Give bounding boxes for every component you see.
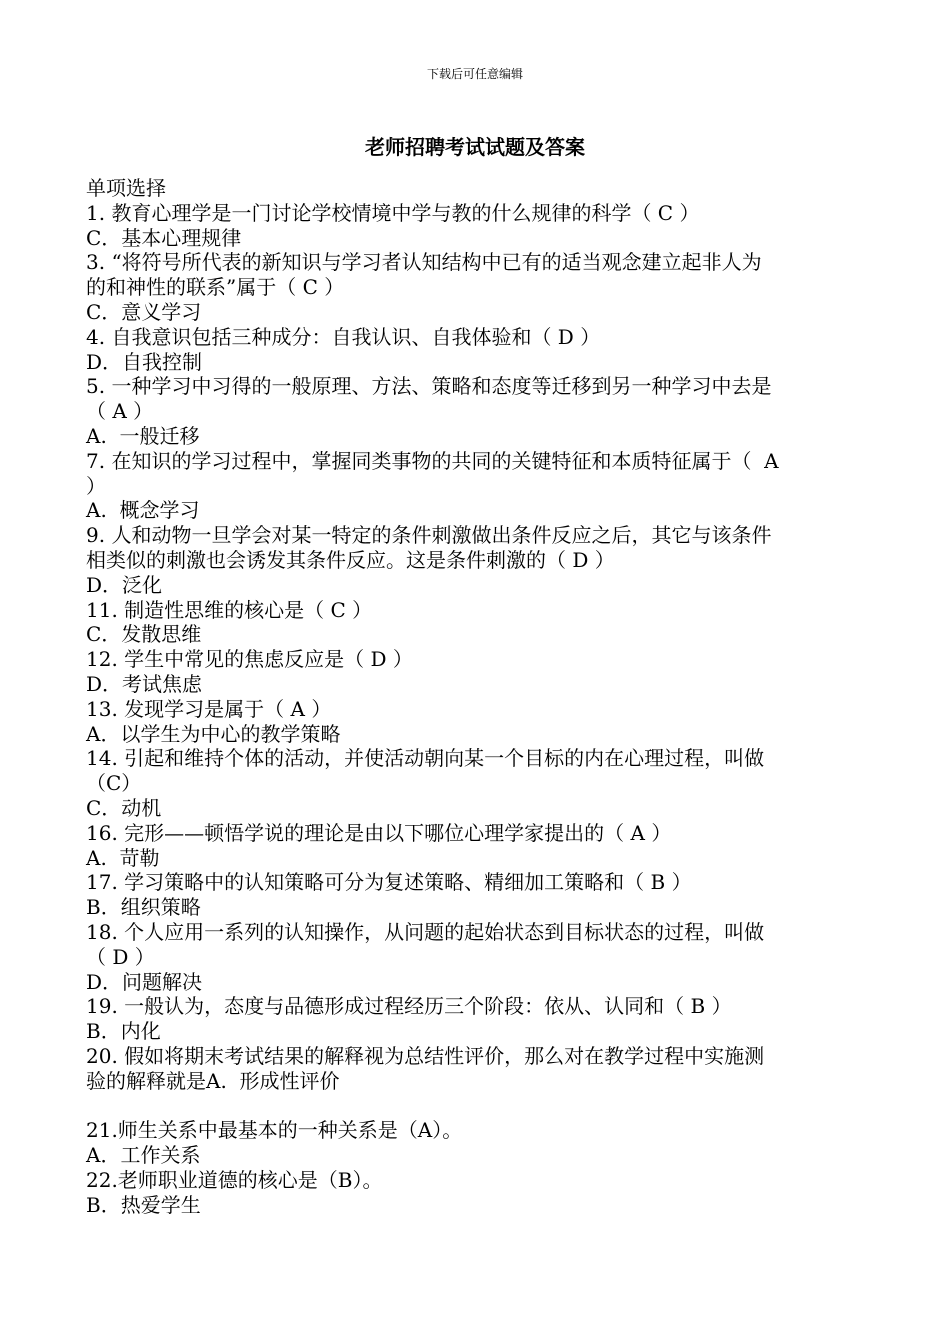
text-line: D．问题解决 [86, 969, 203, 994]
text-line: 12. 学生中常见的焦虑反应是（ D ） [86, 647, 413, 672]
document-body [86, 176, 866, 1217]
text-line: 19. 一般认为，态度与品德形成过程经历三个阶段：依从、认同和（ B ） [86, 994, 732, 1019]
text-line: D．自我控制 [86, 349, 203, 374]
text-line: 的和神性的联系”属于（ C ） [86, 275, 345, 300]
text-line: 9. 人和动物一旦学会对某一特定的条件刺激做出条件反应之后，其它与该条件 [86, 523, 772, 548]
text-line: 20. 假如将期末考试结果的解释视为总结性评价，那么对在教学过程中实施测 [86, 1043, 765, 1068]
text-line: B．热爱学生 [86, 1192, 201, 1217]
text-line: （ D ） [86, 944, 155, 969]
text-line: 5. 一种学习中习得的一般原理、方法、策略和态度等迁移到另一种学习中去是 [86, 374, 772, 399]
text-line: 3. “将符号所代表的新知识与学习者认知结构中已有的适当观念建立起非人为 [86, 250, 762, 275]
text-line: 17. 学习策略中的认知策略可分为复述策略、精细加工策略和（ B ） [86, 870, 692, 895]
text-line: C．动机 [86, 795, 162, 820]
text-line: A．工作关系 [86, 1143, 201, 1168]
text-line: A. 概念学习 [86, 498, 200, 523]
text-line: （C） [86, 771, 142, 796]
text-line: A. 苛勒 [86, 845, 160, 870]
text-line: 相类似的刺激也会诱发其条件反应。这是条件刺激的（ D ） [86, 547, 615, 572]
text-line: 4. 自我意识包括三种成分：自我认识、自我体验和（ D ） [86, 324, 601, 349]
text-line: C．意义学习 [86, 299, 202, 324]
text-line: 11. 制造性思维的核心是（ C ） [86, 597, 373, 622]
text-line: D．考试焦虑 [86, 671, 203, 696]
text-line: C．发散思维 [86, 622, 202, 647]
text-line: 16. 完形——顿悟学说的理论是由以下哪位心理学家提出的（ A ） [86, 820, 672, 845]
text-line: 7. 在知识的学习过程中，掌握同类事物的共同的关键特征和本质特征属于（ A [86, 448, 779, 473]
question-block-21-22 [86, 1118, 866, 1217]
document-title: 老师招聘考试试题及答案 [365, 135, 585, 159]
text-line: 14. 引起和维持个体的活动，并使活动朝向某一个目标的内在心理过程，叫做 [86, 746, 765, 771]
page-header-note: 下载后可任意编辑 [426, 67, 523, 81]
text-line: D．泛化 [86, 572, 163, 597]
text-line: B．组织策略 [86, 895, 201, 920]
text-line: 验的解释就是A. 形成性评价 [86, 1068, 340, 1093]
text-line: 13. 发现学习是属于（ A ） [86, 696, 332, 721]
text-line: A．以学生为中心的教学策略 [86, 721, 341, 746]
text-line: 21.师生关系中最基本的一种关系是（A）。 [86, 1118, 463, 1143]
section-heading: 单项选择 [86, 176, 166, 200]
text-line: C．基本心理规律 [86, 225, 242, 250]
text-line: ） [86, 473, 106, 498]
text-line: A. 一般迁移 [86, 423, 200, 448]
text-line: 18. 个人应用一系列的认知操作，从问题的起始状态到目标状态的过程，叫做 [86, 919, 765, 944]
text-line: 22.老师职业道德的核心是（B）。 [86, 1167, 383, 1192]
question-block-1-20 [86, 201, 866, 1094]
text-line: B．内化 [86, 1019, 161, 1044]
text-line: 1. 教育心理学是一门讨论学校情境中学与教的什么规律的科学（ C ） [86, 200, 700, 225]
text-line: （ A ） [86, 399, 154, 424]
paragraph-gap [86, 1093, 866, 1118]
